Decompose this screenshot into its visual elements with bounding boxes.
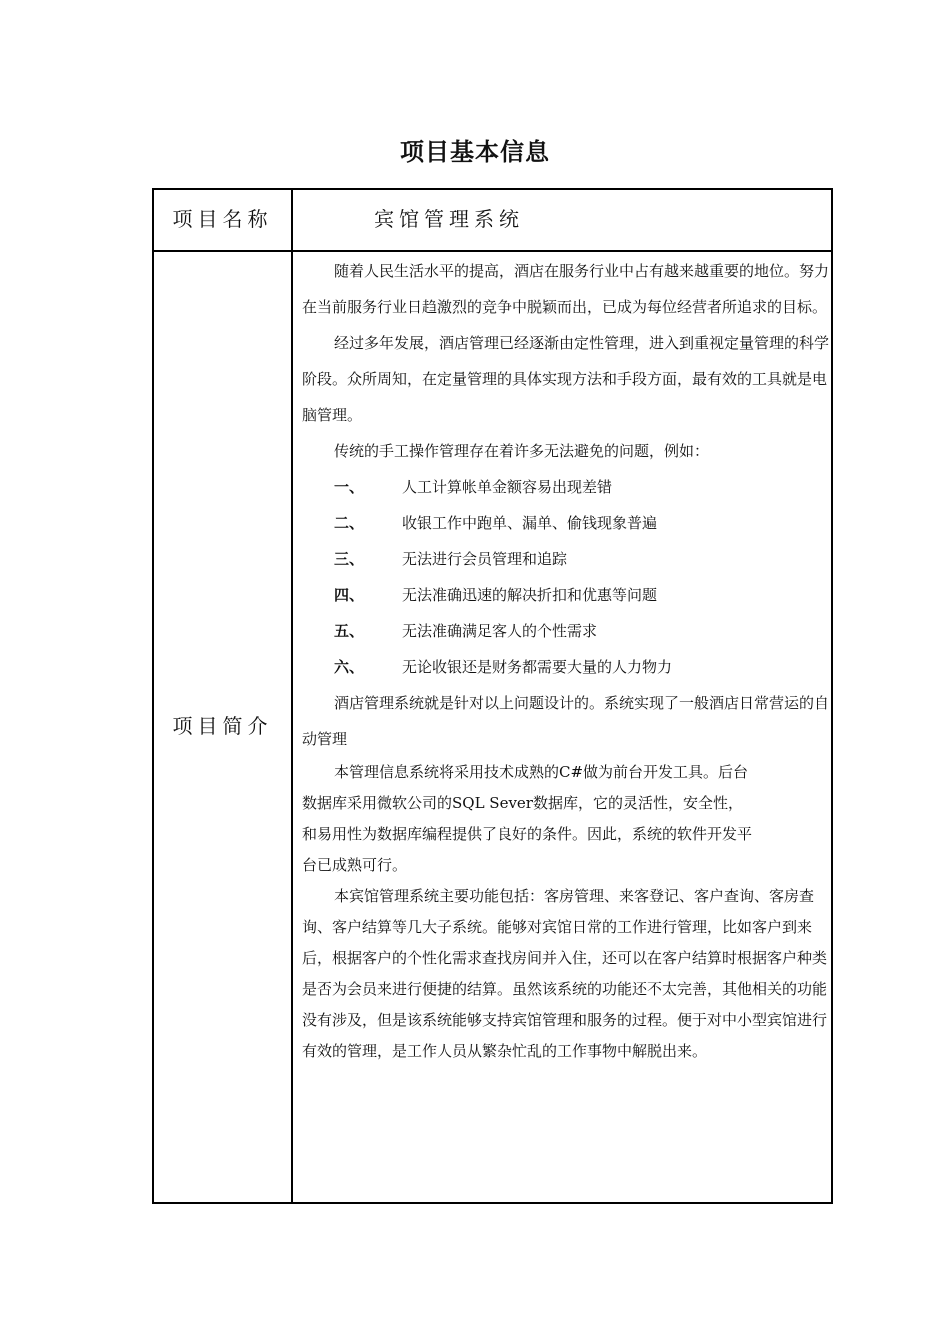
list-item xyxy=(302,649,830,685)
intro-paragraph-4: 酒店管理系统就是针对以上问题设计的。系统实现了一般酒店日常营运的自动管理 xyxy=(302,694,830,748)
list-item xyxy=(302,469,830,505)
intro-paragraph-5: 本管理信息系统将采用技术成熟的C#做为前台开发工具。后台数据库采用微软公司的SQL Sever数据库，它的灵活性，安全性，和易用性为数据库编程提供了良好的条件。因此，系统的软件开发平台已成熟可行。 xyxy=(302,763,753,874)
list-item xyxy=(302,613,830,649)
list-item-number: 三、 xyxy=(334,550,365,568)
info-table xyxy=(152,188,833,1204)
list-item-text: 无论收银还是财务都需要大量的人力物力 xyxy=(402,658,673,676)
list-item-number: 一、 xyxy=(334,478,365,496)
project-name-label: 项目名称 xyxy=(172,207,273,231)
intro-paragraph-6: 本宾馆管理系统主要功能包括：客房管理、来客登记、客户查询、客房查询、客户结算等几大子系统。能够对宾馆日常的工作进行管理，比如客户到来后，根据客户的个性化需求查找房间并入住，还可以在客户结算时根据客户种类是否为会员来进行便捷的结算。虽然该系统的功能还不太完善，其他相关的功能没有涉及，但是该系统能够支持宾馆管理和服务的过程。便于对中小型宾馆进行有效的管理，是工作人员从繁杂忙乱的工作事物中解脱出来。 xyxy=(302,887,828,1060)
list-item-text: 人工计算帐单金额容易出现差错 xyxy=(402,478,613,496)
list-item xyxy=(302,577,830,613)
project-intro-label: 项目简介 xyxy=(172,714,273,738)
list-item-number: 五、 xyxy=(334,622,365,640)
list-item-text: 无法准确迅速的解决折扣和优惠等问题 xyxy=(402,586,658,604)
list-item-text: 收银工作中跑单、漏单、偷钱现象普遍 xyxy=(402,514,658,532)
list-item-number: 二、 xyxy=(334,514,365,532)
list-item-text: 无法准确满足客人的个性需求 xyxy=(402,622,598,640)
page-title: 项目基本信息 xyxy=(400,138,550,166)
list-item-number: 四、 xyxy=(334,586,365,604)
column-divider xyxy=(291,190,293,1202)
project-intro-content xyxy=(302,253,830,1067)
list-item-text: 无法进行会员管理和追踪 xyxy=(402,550,568,568)
row-divider xyxy=(154,250,831,252)
project-name-value: 宾馆管理系统 xyxy=(374,207,524,231)
list-item-number: 六、 xyxy=(334,658,365,676)
intro-paragraph-3: 传统的手工操作管理存在着许多无法避免的问题，例如： xyxy=(334,442,710,460)
list-item xyxy=(302,541,830,577)
list-item xyxy=(302,505,830,541)
intro-paragraph-1: 随着人民生活水平的提高，酒店在服务行业中占有越来越重要的地位。努力在当前服务行业日趋激烈的竞争中脱颖而出，已成为每位经营者所追求的目标。 xyxy=(302,262,830,316)
intro-paragraph-2: 经过多年发展，酒店管理已经逐渐由定性管理，进入到重视定量管理的科学阶段。众所周知，在定量管理的具体实现方法和手段方面，最有效的工具就是电脑管理。 xyxy=(302,334,830,424)
